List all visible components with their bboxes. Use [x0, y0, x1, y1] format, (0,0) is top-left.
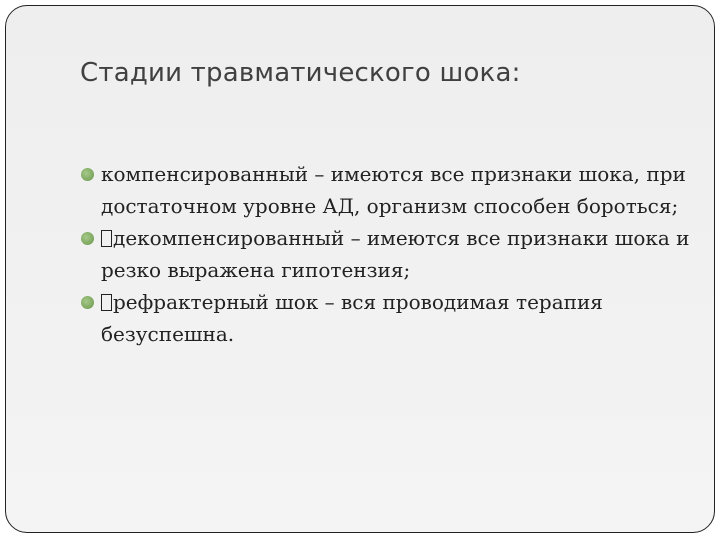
bullet-text: декомпенсированный – имеются все признаки шока и резко выражена гипотензия; — [101, 226, 690, 282]
missing-glyph-icon — [101, 230, 112, 247]
bullet-item-refractory — [80, 286, 700, 350]
bullet-dot-icon — [81, 232, 94, 245]
bullet-text: компенсированный – имеются все признаки шока, при достаточном уровне АД, организм способен бороться; — [101, 162, 686, 218]
bullet-text: рефрактерный шок – вся проводимая терапия безуспешна. — [101, 290, 603, 346]
bullet-dot-icon — [81, 168, 94, 181]
bullet-list — [80, 158, 700, 350]
bullet-dot-icon — [81, 296, 94, 309]
bullet-item-compensated — [80, 158, 700, 222]
bullet-item-decompensated — [80, 222, 700, 286]
slide-title: Стадии травматического шока: — [80, 58, 521, 88]
missing-glyph-icon — [101, 294, 112, 311]
